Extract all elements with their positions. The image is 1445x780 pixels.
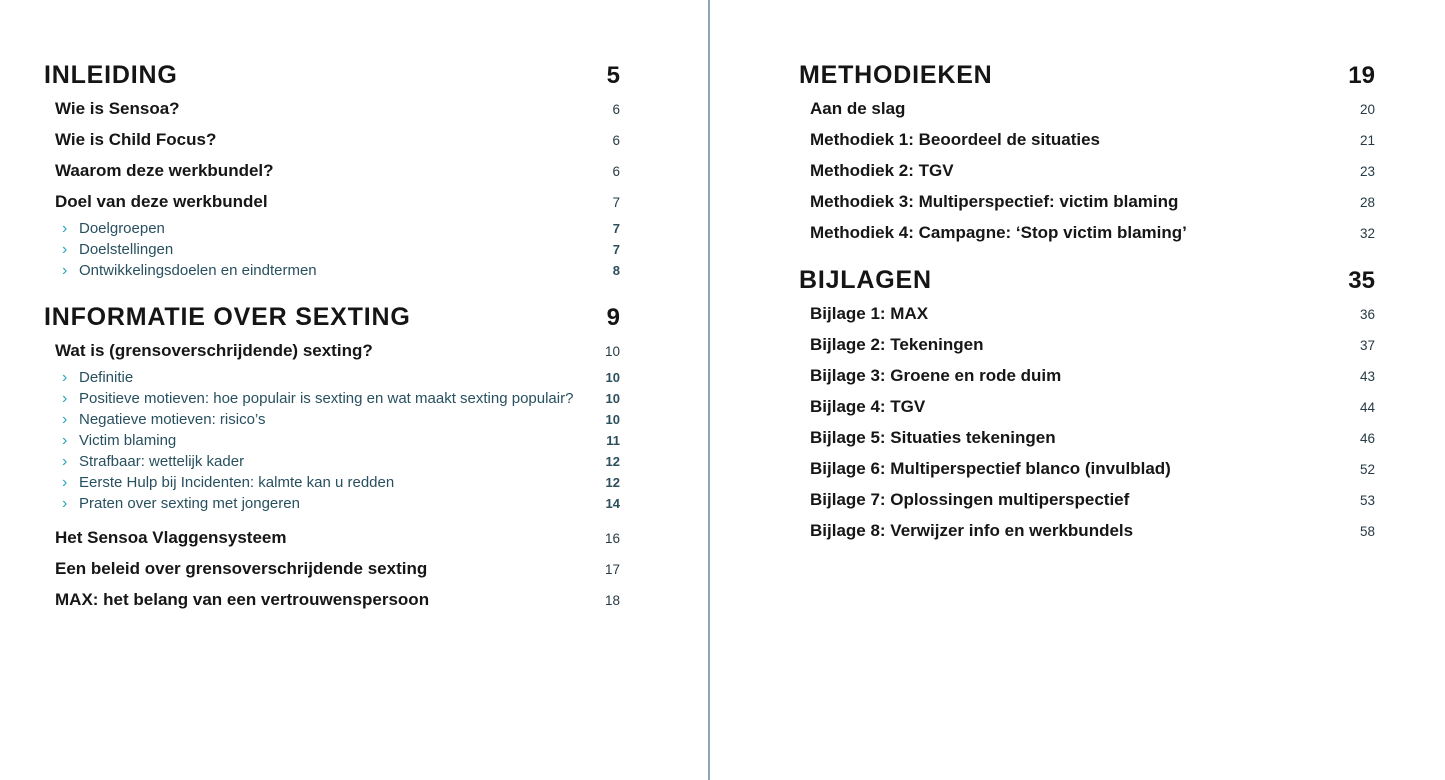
toc-entry-label: Aan de slag <box>810 99 906 118</box>
toc-entry <box>810 396 1375 418</box>
toc-entry <box>55 129 620 151</box>
toc-entry-page: 6 <box>612 102 620 117</box>
section-page-number: 35 <box>1348 267 1375 294</box>
toc-entry-label: Eerste Hulp bij Incidenten: kalmte kan u redden <box>79 474 395 491</box>
toc-entry-label: Wat is (grensoverschrijdende) sexting? <box>55 341 373 360</box>
section-header <box>44 304 620 331</box>
toc-entry-label: Waarom deze werkbundel? <box>55 161 274 180</box>
chevron-icon: › <box>62 474 68 491</box>
toc-entry-page: 6 <box>612 133 620 148</box>
toc-entry <box>62 239 620 260</box>
toc-entry-page: 7 <box>612 195 620 210</box>
chevron-icon: › <box>62 369 68 386</box>
toc-entry <box>55 160 620 182</box>
toc-entry <box>62 493 620 514</box>
section-page-number: 19 <box>1348 62 1375 89</box>
toc-page-right <box>799 62 1375 542</box>
toc-entry <box>810 489 1375 511</box>
chevron-icon: › <box>62 241 68 258</box>
toc-entry-page: 32 <box>1359 226 1375 241</box>
toc-entry <box>810 458 1375 480</box>
toc-entry <box>55 589 620 611</box>
toc-entry-label: Doelstellingen <box>79 241 174 258</box>
toc-entry-label: Strafbaar: wettelijk kader <box>79 453 245 470</box>
toc-entry-page: 52 <box>1359 462 1375 477</box>
toc-entry-page: 58 <box>1359 524 1375 539</box>
toc-entry-page: 12 <box>605 475 620 490</box>
chevron-icon: › <box>62 432 68 449</box>
toc-entry <box>55 98 620 120</box>
page-divider <box>708 0 710 780</box>
toc-entry <box>810 427 1375 449</box>
toc-entry-label: Het Sensoa Vlaggensysteem <box>55 528 287 547</box>
toc-entry-page: 7 <box>612 221 620 236</box>
section-title: BIJLAGEN <box>799 266 932 294</box>
toc-entry <box>62 409 620 430</box>
toc-entry-label: Wie is Sensoa? <box>55 99 180 118</box>
chevron-icon: › <box>62 453 68 470</box>
toc-entry-label: Methodiek 1: Beoordeel de situaties <box>810 130 1101 149</box>
toc-entry <box>810 334 1375 356</box>
chevron-icon: › <box>62 220 68 237</box>
toc-entry-label: Bijlage 1: MAX <box>810 304 929 323</box>
toc-entry <box>810 98 1375 120</box>
toc-entry <box>62 430 620 451</box>
toc-entry-page: 28 <box>1359 195 1375 210</box>
toc-entry-label: Bijlage 8: Verwijzer info en werkbundels <box>810 521 1134 540</box>
toc-entry-label: Bijlage 5: Situaties tekeningen <box>810 428 1056 447</box>
section-title: METHODIEKEN <box>799 61 993 89</box>
toc-entry-label: Doelgroepen <box>79 220 165 237</box>
toc-entry-page: 10 <box>605 391 620 406</box>
toc-entry-page: 36 <box>1359 307 1375 322</box>
toc-entry-page: 6 <box>612 164 620 179</box>
toc-entry <box>62 367 620 388</box>
toc-entry-label: Methodiek 2: TGV <box>810 161 954 180</box>
toc-entry-label: Methodiek 4: Campagne: ‘Stop victim blaming’ <box>810 223 1187 242</box>
toc-entry-label: MAX: het belang van een vertrouwenspersoon <box>55 590 430 609</box>
toc-entry <box>55 191 620 213</box>
toc-entry-page: 44 <box>1359 400 1375 415</box>
toc-entry-page: 53 <box>1359 493 1375 508</box>
toc-entry <box>55 527 620 549</box>
toc-entry <box>810 222 1375 244</box>
toc-entry <box>55 340 620 362</box>
toc-entry <box>810 191 1375 213</box>
toc-entry-label: Methodiek 3: Multiperspectief: victim blaming <box>810 192 1179 211</box>
toc-entry-page: 18 <box>604 593 620 608</box>
section-header <box>44 62 620 89</box>
toc-entry <box>810 129 1375 151</box>
toc-entry-label: Bijlage 7: Oplossingen multiperspectief <box>810 490 1130 509</box>
toc-entry <box>810 365 1375 387</box>
toc-entry-label: Ontwikkelingsdoelen en eindtermen <box>79 262 317 279</box>
toc-section-informatie-over-sexting <box>44 304 620 611</box>
section-title: INFORMATIE OVER SEXTING <box>44 303 411 331</box>
toc-entry <box>810 303 1375 325</box>
toc-entry <box>810 160 1375 182</box>
toc-entry-label: Doel van deze werkbundel <box>55 192 268 211</box>
toc-entry-label: Een beleid over grensoverschrijdende sexting <box>55 559 428 578</box>
section-page-number: 5 <box>606 62 620 89</box>
toc-section-methodieken <box>799 62 1375 244</box>
toc-entry-page: 10 <box>605 412 620 427</box>
toc-entry-label: Wie is Child Focus? <box>55 130 217 149</box>
toc-entry-label: Praten over sexting met jongeren <box>79 495 300 512</box>
toc-entry <box>62 451 620 472</box>
section-title: INLEIDING <box>44 61 178 89</box>
toc-section-inleiding <box>44 62 620 281</box>
toc-entry-label: Bijlage 4: TGV <box>810 397 926 416</box>
toc-entry-label: Bijlage 3: Groene en rode duim <box>810 366 1062 385</box>
toc-entry-label: Victim blaming <box>79 432 177 449</box>
toc-entry <box>55 558 620 580</box>
toc-entry-page: 8 <box>612 263 620 278</box>
section-header <box>799 62 1375 89</box>
chevron-icon: › <box>62 390 68 407</box>
toc-entry-label: Negatieve motieven: risico’s <box>79 411 266 428</box>
toc-entry-label: Bijlage 6: Multiperspectief blanco (invulblad) <box>810 459 1171 478</box>
toc-entry-page: 10 <box>604 344 620 359</box>
toc-entry-page: 43 <box>1359 369 1375 384</box>
toc-entry-page: 7 <box>612 242 620 257</box>
toc-entry-page: 20 <box>1359 102 1375 117</box>
toc-entry-page: 14 <box>605 496 620 511</box>
toc-entry-page: 46 <box>1359 431 1375 446</box>
section-page-number: 9 <box>606 304 620 331</box>
toc-entry-page: 21 <box>1359 133 1375 148</box>
toc-entry <box>810 520 1375 542</box>
toc-entry-page: 10 <box>605 370 620 385</box>
toc-entry-page: 23 <box>1359 164 1375 179</box>
toc-entry-label: Bijlage 2: Tekeningen <box>810 335 984 354</box>
toc-entry-page: 37 <box>1359 338 1375 353</box>
chevron-icon: › <box>62 411 68 428</box>
toc-entry <box>62 472 620 493</box>
toc-entry <box>62 388 620 409</box>
toc-entry <box>62 218 620 239</box>
toc-entry-page: 16 <box>604 531 620 546</box>
chevron-icon: › <box>62 495 68 512</box>
toc-entry-page: 12 <box>605 454 620 469</box>
toc-entry-page: 11 <box>606 433 620 448</box>
toc-page-left <box>44 62 620 611</box>
toc-entry-label: Definitie <box>79 369 134 386</box>
section-header <box>799 267 1375 294</box>
toc-entry-page: 17 <box>604 562 620 577</box>
toc-entry-label: Positieve motieven: hoe populair is sexting en wat maakt sexting populair? <box>79 390 574 407</box>
toc-entry <box>62 260 620 281</box>
toc-section-bijlagen <box>799 267 1375 542</box>
chevron-icon: › <box>62 262 68 279</box>
